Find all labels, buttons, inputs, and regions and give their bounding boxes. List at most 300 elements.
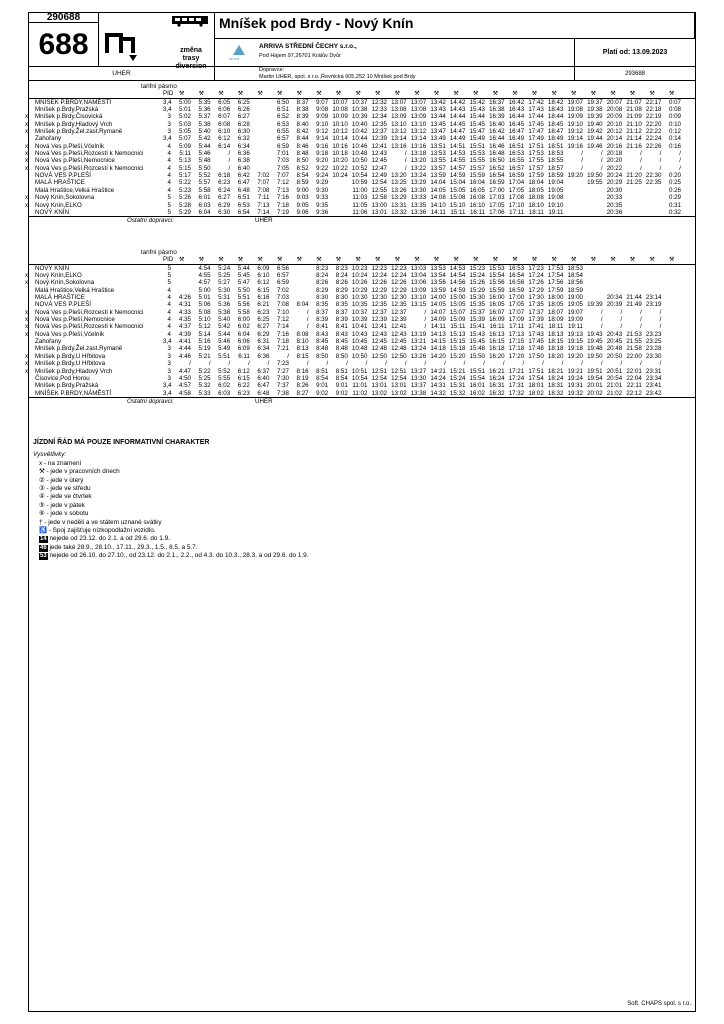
- departure-time: /: [659, 308, 662, 316]
- departure-time: 5:52: [198, 172, 211, 180]
- departure-time: 9:12: [316, 128, 329, 136]
- departure-time: 5:32: [198, 382, 211, 390]
- departure-time: 20:10: [606, 120, 623, 128]
- departure-time: 5:51: [218, 352, 231, 360]
- departure-time: 6:40: [257, 374, 270, 382]
- departure-time: 18:59: [567, 286, 583, 294]
- departure-time: 5:44: [198, 142, 211, 150]
- departure-time: 19:12: [567, 128, 583, 136]
- departure-time: 13:10: [410, 294, 427, 302]
- departure-time: 6:07: [218, 113, 231, 121]
- departure-time: 18:10: [528, 201, 544, 209]
- departure-time: 18:43: [547, 106, 564, 114]
- departure-time: 20:50: [606, 352, 623, 360]
- departure-time: 8:48: [335, 345, 348, 353]
- departure-time: 14:07: [430, 308, 446, 316]
- departure-time: 6:29: [218, 201, 231, 209]
- departure-time: 13:22: [410, 164, 427, 172]
- stop-name: MNÍŠEK P.BRDY,NÁMĚSTÍ: [35, 98, 112, 106]
- departure-time: 12:49: [371, 172, 387, 180]
- departure-time: 13:32: [391, 208, 407, 216]
- table-row: [29, 375, 695, 382]
- table-row: [29, 135, 695, 142]
- departure-time: 14:53: [449, 264, 466, 272]
- departure-time: 12:41: [391, 323, 407, 331]
- workday-icon: ⚒: [355, 90, 361, 98]
- departure-time: 15:39: [469, 316, 485, 324]
- workday-icon: ⚒: [590, 90, 597, 98]
- departure-time: 9:03: [296, 194, 309, 202]
- departure-time: 10:40: [351, 120, 368, 128]
- departure-time: 12:29: [391, 286, 407, 294]
- departure-time: 6:42: [237, 172, 250, 180]
- legend-item: ♿ - Spoj zajišťuje nízkopodlažní vozidlo.: [39, 527, 156, 535]
- departure-time: 18:47: [547, 128, 564, 136]
- departure-time: 8:37: [316, 308, 329, 316]
- stop-name: Mníšek p.Brdy,Žel.zast.Rymaně: [35, 345, 123, 353]
- workday-icon: ⚒: [649, 90, 655, 98]
- departure-time: /: [306, 323, 309, 331]
- badge-code: 14: [40, 536, 47, 543]
- departure-time: 6:22: [237, 382, 250, 390]
- departure-time: 15:00: [449, 294, 466, 302]
- departure-time: 12:43: [371, 150, 387, 158]
- stop-zone: 3: [167, 360, 171, 368]
- departure-time: 19:13: [567, 330, 583, 338]
- departure-time: 22:01: [626, 367, 642, 375]
- workday-icon: ⚒: [277, 90, 283, 98]
- departure-time: 10:46: [351, 142, 368, 150]
- departure-time: 17:11: [509, 208, 525, 216]
- departure-time: 5:13: [178, 157, 191, 165]
- request-stop-mark: x: [25, 352, 29, 360]
- departure-time: 10:18: [332, 150, 348, 158]
- departure-time: /: [640, 157, 642, 165]
- departure-time: 5:47: [237, 279, 250, 287]
- departure-time: 4:54: [198, 264, 211, 272]
- departure-time: 7:13: [276, 186, 289, 194]
- departure-time: 19:11: [548, 208, 564, 216]
- request-stop-mark: x: [25, 164, 29, 172]
- stop-zone: 4: [167, 316, 171, 324]
- departure-time: 15:43: [469, 106, 485, 114]
- departure-time: 14:51: [449, 142, 466, 150]
- stop-zone: 5: [167, 201, 171, 209]
- departure-time: 0:31: [668, 201, 681, 209]
- departure-time: 4:47: [178, 367, 191, 375]
- departure-time: 8:35: [335, 301, 348, 309]
- departure-time: 18:59: [547, 172, 564, 180]
- departure-time: /: [640, 316, 642, 324]
- departure-time: 5:31: [218, 294, 231, 302]
- departure-time: 19:05: [567, 301, 583, 309]
- departure-time: 8:54: [316, 374, 329, 382]
- departure-time: 17:05: [508, 186, 525, 194]
- stop-name: Mníšek p.Brdy,Čisovická: [35, 113, 103, 121]
- request-stop-mark: x: [25, 150, 29, 158]
- departure-time: 5:09: [178, 142, 191, 150]
- departure-time: 10:52: [351, 164, 368, 172]
- departure-time: 15:41: [469, 323, 485, 331]
- departure-time: 5:07: [178, 135, 191, 143]
- departure-time: 0:29: [668, 194, 681, 202]
- departure-time: 14:15: [430, 338, 446, 346]
- departure-time: 8:23: [335, 264, 348, 272]
- workday-icon: ⚒: [531, 90, 538, 98]
- departure-time: 12:29: [371, 286, 387, 294]
- departure-time: 19:37: [587, 98, 603, 106]
- table-row: [25, 120, 695, 128]
- departure-time: 5:44: [218, 330, 231, 338]
- departure-time: 11:00: [352, 186, 368, 194]
- workday-icon: ⚒: [198, 256, 205, 264]
- departure-time: 18:13: [547, 330, 564, 338]
- workday-icon: ⚒: [179, 90, 185, 98]
- request-stop-mark: x: [25, 201, 29, 209]
- departure-time: 19:10: [567, 120, 583, 128]
- departure-time: 7:21: [276, 345, 289, 353]
- request-stop-mark: x: [25, 120, 29, 128]
- departure-time: 14:11: [430, 208, 446, 216]
- departure-time: 6:34: [237, 142, 250, 150]
- departure-time: 4:46: [178, 352, 191, 360]
- departure-time: 7:02: [257, 172, 270, 180]
- departure-time: 5:27: [218, 279, 231, 287]
- departure-time: 16:24: [489, 374, 505, 382]
- departure-time: 4:35: [178, 316, 191, 324]
- departure-time: 23:41: [645, 382, 662, 390]
- departure-time: 17:26: [528, 279, 544, 287]
- departure-time: 6:23: [257, 308, 270, 316]
- departure-time: 7:07: [257, 179, 270, 187]
- timetable-code: 290688: [46, 12, 81, 23]
- departure-time: 7:08: [276, 301, 289, 309]
- departure-time: 14:54: [449, 272, 466, 280]
- pid-label: PID: [163, 90, 174, 98]
- departure-time: 0:25: [668, 179, 681, 187]
- workday-icon: ⚒: [179, 256, 185, 264]
- departure-time: 5:29: [178, 208, 191, 216]
- departure-time: 7:03: [276, 157, 289, 165]
- departure-time: 11:01: [352, 382, 368, 390]
- svg-text:arriva: arriva: [229, 56, 240, 61]
- departure-time: 4:58: [178, 389, 191, 397]
- departure-time: 10:43: [351, 330, 368, 338]
- departure-time: 19:32: [567, 389, 583, 397]
- table-row: [25, 150, 695, 158]
- stop-name: Malá Hraštice,Velká Hraštice: [35, 286, 115, 294]
- departure-time: 13:16: [410, 142, 427, 150]
- workday-icon: ⚒: [669, 256, 675, 264]
- departure-time: 6:12: [257, 279, 270, 287]
- departure-time: 13:07: [410, 98, 427, 106]
- request-stop-mark: x: [25, 308, 29, 316]
- departure-time: 15:43: [469, 330, 485, 338]
- departure-time: 19:08: [547, 194, 564, 202]
- departure-time: 8:10: [296, 338, 309, 346]
- departure-time: 6:50: [276, 98, 289, 106]
- stop-zone: 5: [167, 264, 171, 272]
- stop-zone: 5: [167, 279, 171, 287]
- departure-time: 9:29: [316, 179, 329, 187]
- departure-time: 17:03: [489, 194, 505, 202]
- departure-time: 20:54: [606, 374, 623, 382]
- departure-time: 13:21: [410, 338, 427, 346]
- departure-time: 18:08: [528, 194, 544, 202]
- departure-time: 6:34: [257, 345, 270, 353]
- departure-time: 5:10: [198, 316, 211, 324]
- departure-time: 21:01: [606, 382, 623, 390]
- departure-time: 18:00: [547, 294, 564, 302]
- departure-time: 15:15: [449, 338, 466, 346]
- departure-time: 13:14: [410, 135, 427, 143]
- departure-time: 19:55: [587, 179, 603, 187]
- departure-time: 4:37: [178, 323, 191, 331]
- carrier-cell: [215, 67, 575, 81]
- pid-label: PID: [163, 256, 174, 264]
- stop-zone: 4: [167, 294, 171, 302]
- departure-time: 8:48: [316, 345, 329, 353]
- legend-list: [33, 460, 309, 561]
- legend-item: ⚒ - jede v pracovních dnech: [39, 468, 120, 476]
- table-row: [29, 179, 695, 186]
- departure-time: 21:55: [626, 338, 642, 346]
- departure-time: 16:50: [489, 157, 505, 165]
- departure-time: 6:09: [237, 345, 250, 353]
- departure-time: 14:43: [449, 106, 466, 114]
- departure-time: 6:02: [237, 323, 250, 331]
- stop-name: NOVÁ VES P.PLEŠÍ: [35, 301, 91, 309]
- badge-text: nejede od 23.12. do 2.1. a od 29.6. do 1.9.: [47, 535, 170, 543]
- departure-time: 10:30: [351, 294, 368, 302]
- other-carrier-label: Ostatní dopravci:: [127, 217, 174, 225]
- departure-time: 19:39: [587, 301, 603, 309]
- departure-time: 13:02: [391, 389, 407, 397]
- departure-time: 20:22: [606, 164, 623, 172]
- departure-time: 13:30: [410, 374, 427, 382]
- departure-time: 13:49: [430, 135, 446, 143]
- departure-time: 15:54: [469, 374, 485, 382]
- departure-time: 13:33: [410, 194, 427, 202]
- departure-time: 6:56: [276, 264, 289, 272]
- stop-name: Mníšek p.Brdy,Pražská: [35, 382, 99, 390]
- departure-time: 23:30: [645, 352, 662, 360]
- departure-time: 18:44: [547, 113, 564, 121]
- departure-time: 14:09: [430, 316, 446, 324]
- stop-zone: 4: [167, 142, 171, 150]
- departure-time: /: [208, 360, 211, 368]
- request-stop-mark: x: [25, 330, 29, 338]
- departure-time: 20:39: [606, 301, 623, 309]
- departure-time: 9:24: [316, 172, 329, 180]
- departure-time: 9:01: [316, 382, 329, 390]
- stop-zone: 3: [167, 120, 171, 128]
- departure-time: /: [267, 360, 270, 368]
- departure-time: /: [404, 360, 407, 368]
- departure-time: 10:07: [332, 98, 348, 106]
- departure-time: /: [326, 360, 329, 368]
- departure-time: 8:35: [316, 301, 329, 309]
- departure-time: 16:54: [489, 172, 505, 180]
- departure-time: 18:45: [547, 120, 564, 128]
- legend-item: ⑥ - jede v sobotu: [39, 510, 89, 518]
- departure-time: 6:27: [218, 194, 231, 202]
- departure-time: 13:55: [430, 157, 446, 165]
- departure-time: 17:43: [528, 330, 544, 338]
- departure-time: 12:32: [371, 98, 387, 106]
- departure-time: 5:16: [198, 338, 211, 346]
- departure-time: 8:54: [335, 374, 348, 382]
- departure-time: 12:43: [371, 330, 387, 338]
- departure-time: 15:18: [449, 345, 466, 353]
- arriva-logo-icon: [227, 43, 251, 61]
- stop-name: Nová Ves p.Pleší,Rozcestí k Nemocnici: [35, 308, 144, 316]
- departure-time: 17:37: [528, 308, 544, 316]
- departure-time: 19:21: [567, 367, 583, 375]
- departure-time: 15:11: [450, 208, 466, 216]
- departure-time: 18:11: [528, 208, 544, 216]
- departure-time: 16:51: [508, 142, 525, 150]
- departure-time: 16:38: [489, 106, 505, 114]
- departure-time: 17:49: [528, 135, 544, 143]
- departure-time: 15:56: [489, 279, 505, 287]
- departure-time: 15:57: [469, 164, 485, 172]
- departure-time: 8:48: [296, 150, 309, 158]
- departure-time: 18:56: [567, 279, 583, 287]
- departure-time: 17:41: [528, 323, 544, 331]
- table-row: [29, 338, 695, 345]
- table-row: [25, 323, 695, 331]
- departure-time: 14:42: [449, 98, 466, 106]
- departure-time: 17:06: [489, 208, 505, 216]
- departure-time: 13:04: [410, 272, 427, 280]
- departure-time: 6:23: [237, 389, 250, 397]
- departure-time: 5:42: [198, 135, 211, 143]
- departure-time: 5:01: [198, 294, 211, 302]
- departure-time: 8:51: [316, 367, 329, 375]
- line-number: 688: [38, 28, 89, 61]
- departure-time: 18:55: [547, 157, 564, 165]
- departure-time: 16:37: [489, 98, 505, 106]
- departure-time: 10:12: [332, 128, 348, 136]
- departure-time: 10:50: [351, 352, 368, 360]
- departure-time: 21:14: [626, 135, 642, 143]
- departure-time: 12:51: [371, 367, 387, 375]
- departure-time: 17:30: [528, 294, 544, 302]
- departure-time: 13:24: [410, 172, 427, 180]
- departure-time: 12:35: [391, 301, 407, 309]
- departure-time: 4:50: [178, 374, 191, 382]
- departure-time: 14:05: [430, 186, 446, 194]
- departure-time: 12:58: [371, 194, 387, 202]
- departure-time: 19:09: [567, 113, 583, 121]
- departure-time: 5:01: [178, 106, 191, 114]
- departure-time: 6:48: [237, 186, 250, 194]
- departure-time: 13:18: [410, 150, 427, 158]
- departure-time: 7:12: [276, 316, 289, 324]
- departure-time: 6:16: [257, 294, 270, 302]
- table-row: [25, 272, 695, 280]
- stop-name: Nová Ves p.Pleší,Včelník: [35, 330, 105, 338]
- departure-time: 12:26: [371, 279, 387, 287]
- departure-time: 13:36: [410, 208, 427, 216]
- departure-time: 18:53: [547, 150, 564, 158]
- departure-time: /: [659, 157, 662, 165]
- table-row: [29, 264, 695, 272]
- departure-time: 6:30: [218, 208, 231, 216]
- departure-time: 17:24: [528, 272, 544, 280]
- departure-time: 16:13: [489, 330, 505, 338]
- departure-time: 20:45: [606, 338, 623, 346]
- departure-time: 6:51: [237, 194, 250, 202]
- departure-time: 8:40: [296, 120, 309, 128]
- departure-time: 15:37: [469, 308, 485, 316]
- workday-icon: ⚒: [531, 256, 538, 264]
- departure-time: 20:01: [587, 382, 603, 390]
- departure-time: 18:02: [528, 389, 544, 397]
- departure-time: 13:24: [410, 345, 427, 353]
- departure-time: 17:43: [528, 106, 544, 114]
- departure-time: 17:53: [528, 150, 544, 158]
- departure-time: 6:55: [276, 128, 289, 136]
- departure-time: 6:15: [237, 374, 250, 382]
- departure-time: 6:47: [237, 179, 250, 187]
- stop-zone: 5: [167, 208, 171, 216]
- departure-time: 15:49: [469, 135, 485, 143]
- departure-time: 5:12: [198, 323, 211, 331]
- departure-time: 12:45: [391, 338, 407, 346]
- stop-name: Malá Hraštice,Velká Hraštice: [35, 186, 115, 194]
- stop-zone: 3: [167, 352, 171, 360]
- departure-time: 5:38: [218, 308, 231, 316]
- departure-time: 12:45: [371, 157, 387, 165]
- workday-icon: ⚒: [335, 256, 342, 264]
- stop-name: Nová Ves p.Pleší,Včelník: [35, 142, 105, 150]
- departure-time: 15:07: [449, 308, 466, 316]
- stop-zone: 4: [167, 323, 171, 331]
- departure-time: 13:15: [410, 301, 427, 309]
- departure-time: 7:19: [276, 208, 289, 216]
- departure-time: 16:11: [469, 208, 485, 216]
- legend-item: ④ - jede ve čtvrtek: [39, 493, 92, 501]
- departure-time: /: [659, 323, 662, 331]
- departure-time: 5:36: [218, 301, 231, 309]
- departure-time: 10:09: [332, 113, 348, 121]
- departure-time: 8:23: [316, 264, 329, 272]
- departure-time: 20:24: [606, 172, 623, 180]
- departure-time: 5:35: [198, 98, 211, 106]
- departure-time: 10:24: [351, 272, 368, 280]
- departure-time: 8:19: [296, 374, 309, 382]
- departure-time: 13:08: [410, 106, 427, 114]
- departure-time: 17:51: [528, 367, 544, 375]
- departure-time: /: [679, 150, 681, 158]
- departure-time: 8:50: [316, 352, 329, 360]
- departure-time: 8:30: [316, 294, 329, 302]
- departure-time: 13:19: [410, 330, 427, 338]
- stop-name: MNÍŠEK P.BRDY,NÁMĚSTÍ: [35, 389, 112, 397]
- departure-time: 9:35: [316, 201, 329, 209]
- zone-header-row: [29, 249, 695, 256]
- table-row: [25, 157, 695, 165]
- departure-time: 13:29: [391, 194, 407, 202]
- departure-time: 6:10: [218, 128, 231, 136]
- departure-time: 18:53: [567, 264, 583, 272]
- departure-time: 19:46: [587, 142, 603, 150]
- departure-time: 6:59: [276, 142, 289, 150]
- workday-icon: ⚒: [218, 256, 224, 264]
- departure-time: 5:50: [237, 286, 250, 294]
